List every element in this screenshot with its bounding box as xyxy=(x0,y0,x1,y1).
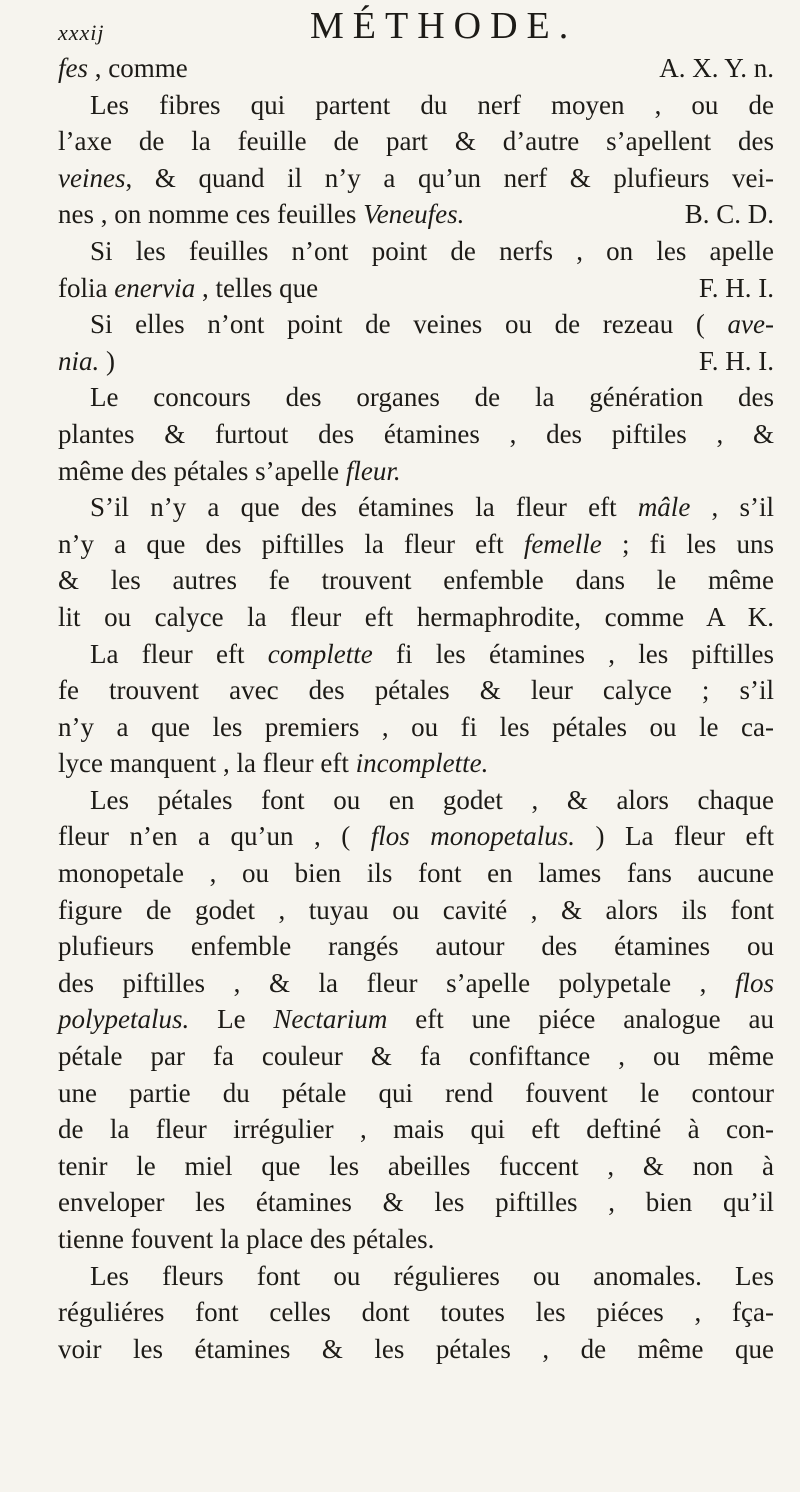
text-line xyxy=(58,1001,774,1038)
text-segment: fe trouvent avec des pétales & leur calyce ; s’il xyxy=(58,675,774,706)
text-segment: plufieurs enfemble rangés autour des étamines ou xyxy=(58,931,774,962)
text-segment: Si elles n’ont point de veines ou de rezeau ( xyxy=(90,309,728,340)
text-segment: Si les feuilles n’ont point de nerfs , on les apelle xyxy=(90,235,774,266)
text-segment: une partie du pétale qui rend fouvent le contour xyxy=(58,1077,774,1108)
line-text xyxy=(58,163,774,193)
text-line xyxy=(58,599,774,636)
text-line xyxy=(58,1294,774,1331)
text-segment: , & quand il n’y a qu’un nerf & plufieurs vei- xyxy=(125,162,774,193)
italic-text: fleur. xyxy=(345,455,401,486)
text-line xyxy=(58,1038,774,1075)
italic-text: fes xyxy=(58,53,88,83)
text-segment: La fleur eft xyxy=(90,638,268,669)
text-line xyxy=(58,672,774,709)
line-text xyxy=(58,1004,774,1034)
text-segment: pétale par fa couleur & fa confiftance , ou même xyxy=(58,1041,774,1072)
text-line xyxy=(58,636,774,673)
page-header xyxy=(58,4,774,50)
text-line xyxy=(58,1184,774,1221)
text-segment: ) xyxy=(99,345,116,376)
italic-text: polypetalus. xyxy=(58,1004,190,1035)
line-text xyxy=(58,968,774,998)
line-text xyxy=(58,748,488,778)
text-line xyxy=(58,892,774,929)
line-text xyxy=(58,895,774,925)
italic-text: veines xyxy=(58,162,126,193)
body-text xyxy=(58,50,774,1367)
line-text xyxy=(58,1078,774,1108)
text-segment: ; fi les uns xyxy=(601,528,774,559)
text-segment: eft une piéce analogue au xyxy=(387,1004,774,1035)
line-text xyxy=(58,1334,774,1364)
figure-reference: B. C. D. xyxy=(684,199,774,230)
italic-text: incomplette. xyxy=(355,748,489,779)
line-text xyxy=(58,1041,774,1071)
text-line xyxy=(58,1331,774,1368)
text-line xyxy=(58,1111,774,1148)
text-segment: ) La fleur eft xyxy=(575,821,774,852)
line-text xyxy=(90,639,774,669)
text-line xyxy=(58,562,774,599)
text-segment: réguliéres font celles dont toutes les piéces , fça- xyxy=(58,1297,774,1328)
text-segment: , comme xyxy=(88,53,188,83)
line-text xyxy=(58,199,464,229)
text-line xyxy=(58,526,774,563)
text-line xyxy=(58,1148,774,1185)
italic-text: flos monopetalus. xyxy=(370,821,576,852)
text-segment: lyce manquent , la fleur eft xyxy=(58,748,356,779)
line-text xyxy=(58,1297,774,1327)
text-line xyxy=(58,1075,774,1112)
text-segment: n’y a que des piftilles la fleur eft xyxy=(58,528,524,559)
text-segment: S’il n’y a que des étamines la fleur eft xyxy=(90,492,638,523)
text-segment: des piftilles , & la fleur s’apelle polypetale , xyxy=(58,967,735,998)
text-segment: lit ou calyce la fleur eft hermaphrodite, comme A K. xyxy=(58,601,774,632)
line-text xyxy=(58,456,401,486)
text-line xyxy=(58,160,774,197)
text-segment: monopetale , ou bien ils font en lames fans aucune xyxy=(58,858,774,889)
italic-text: flos xyxy=(734,967,774,998)
text-segment: enveloper les étamines & les piftilles , bien qu’il xyxy=(58,1187,774,1218)
text-line xyxy=(58,928,774,965)
line-text xyxy=(58,126,774,156)
text-segment: n’y a que les premiers , ou fi les pétales ou le ca- xyxy=(58,711,774,742)
line-text xyxy=(58,419,774,449)
italic-text: mâle xyxy=(637,492,691,523)
text-segment: Les fleurs font ou régulieres ou anomales. Les xyxy=(90,1260,774,1291)
line-text xyxy=(58,675,774,705)
page-number: xxxij xyxy=(58,20,105,45)
line-text xyxy=(90,382,774,412)
italic-text: enervia xyxy=(114,272,196,303)
text-line xyxy=(58,196,774,233)
text-segment: de la fleur irrégulier , mais qui eft deftiné à con- xyxy=(58,1114,774,1145)
figure-reference: A. X. Y. n. xyxy=(659,53,774,83)
running-title: MÉTHODE. xyxy=(310,5,578,47)
italic-text: femelle xyxy=(523,528,602,559)
line-text xyxy=(58,273,318,303)
line-text xyxy=(90,1261,774,1291)
text-segment: folia xyxy=(58,272,115,303)
line-text xyxy=(90,90,774,120)
text-line xyxy=(58,233,774,270)
italic-text: ave- xyxy=(727,309,774,340)
text-line xyxy=(58,709,774,746)
text-segment: tenir le miel que les abeilles fuccent , & non à xyxy=(58,1150,774,1181)
text-line xyxy=(58,306,774,343)
text-line xyxy=(58,965,774,1002)
italic-text: Veneufes. xyxy=(363,199,465,230)
figure-reference: F. H. I. xyxy=(698,345,774,376)
text-line xyxy=(58,489,774,526)
line-text xyxy=(58,821,774,851)
text-line xyxy=(58,87,774,124)
text-segment: même des pétales s’apelle xyxy=(58,455,346,486)
text-line xyxy=(58,50,774,87)
text-line xyxy=(58,416,774,453)
italic-text: Nectarium xyxy=(273,1004,388,1035)
text-segment: fi les étamines , les piftilles xyxy=(372,638,774,669)
text-segment: Les fibres qui partent du nerf moyen , ou de xyxy=(90,89,774,120)
text-segment: nes , on nomme ces feuilles xyxy=(58,199,364,230)
line-text xyxy=(58,529,774,559)
text-segment: , s’il xyxy=(690,492,774,523)
line-text xyxy=(90,236,774,266)
text-line xyxy=(58,1258,774,1295)
line-text xyxy=(90,492,774,522)
line-text xyxy=(58,712,774,742)
line-text xyxy=(58,602,774,632)
italic-text: nia. xyxy=(58,345,100,376)
text-segment: l’axe de la feuille de part & d’autre s’apellent des xyxy=(58,126,774,157)
text-line xyxy=(58,379,774,416)
text-segment: tienne fouvent la place des pétales. xyxy=(58,1224,435,1254)
line-text xyxy=(58,1114,774,1144)
line-text xyxy=(90,785,774,815)
line-text xyxy=(58,1151,774,1181)
line-text xyxy=(58,1187,774,1217)
text-line xyxy=(58,123,774,160)
line-text xyxy=(58,565,774,595)
text-segment: voir les étamines & les pétales , de même que xyxy=(58,1333,774,1364)
line-text xyxy=(90,309,774,339)
text-segment: figure de godet , tuyau ou cavité , & alors ils font xyxy=(58,894,774,925)
text-line xyxy=(58,343,774,380)
text-segment: & les autres fe trouvent enfemble dans le même xyxy=(58,565,774,596)
italic-text: complette xyxy=(267,638,373,669)
text-line xyxy=(58,818,774,855)
text-line xyxy=(58,453,774,490)
text-line xyxy=(58,1221,774,1258)
text-line xyxy=(58,745,774,782)
text-segment: fleur n’en a qu’un , ( xyxy=(58,821,371,852)
text-line xyxy=(58,270,774,307)
text-segment: , telles que xyxy=(195,272,319,303)
text-line xyxy=(58,782,774,819)
line-text xyxy=(58,1224,434,1254)
text-segment: plantes & furtout des étamines , des piftiles , & xyxy=(58,418,774,449)
text-segment: Les pétales font ou en godet , & alors chaque xyxy=(90,784,774,815)
line-text xyxy=(58,931,774,961)
text-segment: Le concours des organes de la génération des xyxy=(90,382,774,413)
line-text xyxy=(58,858,774,888)
line-text xyxy=(58,53,188,83)
text-segment: Le xyxy=(189,1004,274,1035)
text-line xyxy=(58,855,774,892)
line-text xyxy=(58,346,115,376)
figure-reference: F. H. I. xyxy=(698,272,774,303)
